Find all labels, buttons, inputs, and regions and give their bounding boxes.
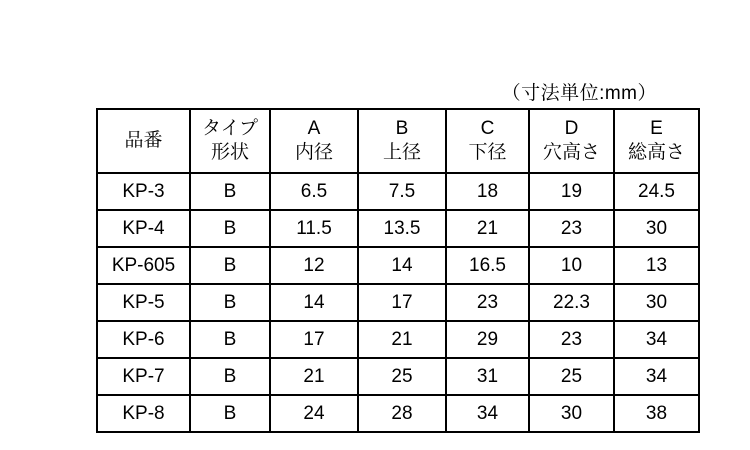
header-cell-a [270, 109, 358, 173]
header-line2: 下径 [468, 142, 507, 163]
cell-part-number: KP-605 [97, 247, 190, 284]
cell-part-number: KP-7 [97, 358, 190, 395]
cell-c: 18 [446, 173, 529, 210]
cell-a: 12 [270, 247, 358, 284]
cell-part-number: KP-6 [97, 321, 190, 358]
cell-c: 23 [446, 284, 529, 321]
cell-d: 30 [529, 395, 614, 432]
cell-part-number: KP-4 [97, 210, 190, 247]
cell-c: 16.5 [446, 247, 529, 284]
header-line1: B [395, 117, 409, 139]
header-cell-type [190, 109, 270, 173]
header-line1: D [564, 117, 579, 139]
cell-d: 19 [529, 173, 614, 210]
header-line2: 総高さ [627, 142, 685, 163]
header-line1: 品番 [124, 129, 163, 151]
cell-d: 22.3 [529, 284, 614, 321]
cell-d: 23 [529, 321, 614, 358]
table-row [97, 247, 699, 284]
cell-type: B [190, 284, 270, 321]
cell-e: 13 [614, 247, 699, 284]
cell-b: 17 [358, 284, 446, 321]
cell-e: 30 [614, 210, 699, 247]
table-row [97, 210, 699, 247]
cell-type: B [190, 321, 270, 358]
cell-part-number: KP-3 [97, 173, 190, 210]
header-cell-c [446, 109, 529, 173]
cell-d: 25 [529, 358, 614, 395]
header-cell-d [529, 109, 614, 173]
header-line1: タイプ [201, 117, 259, 139]
header-cell-part-number [97, 109, 190, 173]
cell-b: 13.5 [358, 210, 446, 247]
cell-b: 25 [358, 358, 446, 395]
header-cell-e [614, 109, 699, 173]
cell-part-number: KP-5 [97, 284, 190, 321]
header-line2: 形状 [210, 142, 249, 163]
cell-c: 29 [446, 321, 529, 358]
table-row [97, 395, 699, 432]
cell-type: B [190, 210, 270, 247]
cell-a: 6.5 [270, 173, 358, 210]
header-line1: C [480, 117, 495, 139]
spec-table [96, 108, 700, 433]
cell-a: 11.5 [270, 210, 358, 247]
header-line2: 内径 [294, 142, 333, 163]
unit-note: （寸法単位:mm） [501, 83, 657, 104]
table-header-row [97, 109, 699, 173]
table-row [97, 358, 699, 395]
cell-b: 14 [358, 247, 446, 284]
table-row [97, 284, 699, 321]
cell-c: 21 [446, 210, 529, 247]
cell-type: B [190, 247, 270, 284]
cell-e: 34 [614, 321, 699, 358]
cell-b: 21 [358, 321, 446, 358]
cell-a: 14 [270, 284, 358, 321]
table-row [97, 173, 699, 210]
header-line1: A [307, 117, 321, 139]
header-line1: E [650, 117, 663, 139]
header-line2: 上径 [382, 142, 421, 163]
cell-a: 24 [270, 395, 358, 432]
spec-table-container [96, 108, 700, 433]
cell-a: 21 [270, 358, 358, 395]
cell-e: 30 [614, 284, 699, 321]
cell-c: 31 [446, 358, 529, 395]
cell-e: 38 [614, 395, 699, 432]
cell-type: B [190, 173, 270, 210]
header-cell-b [358, 109, 446, 173]
cell-a: 17 [270, 321, 358, 358]
cell-c: 34 [446, 395, 529, 432]
table-row [97, 321, 699, 358]
cell-d: 23 [529, 210, 614, 247]
cell-d: 10 [529, 247, 614, 284]
cell-b: 7.5 [358, 173, 446, 210]
cell-b: 28 [358, 395, 446, 432]
cell-type: B [190, 358, 270, 395]
cell-part-number: KP-8 [97, 395, 190, 432]
cell-e: 34 [614, 358, 699, 395]
cell-type: B [190, 395, 270, 432]
cell-e: 24.5 [614, 173, 699, 210]
header-line2: 穴高さ [542, 142, 600, 163]
